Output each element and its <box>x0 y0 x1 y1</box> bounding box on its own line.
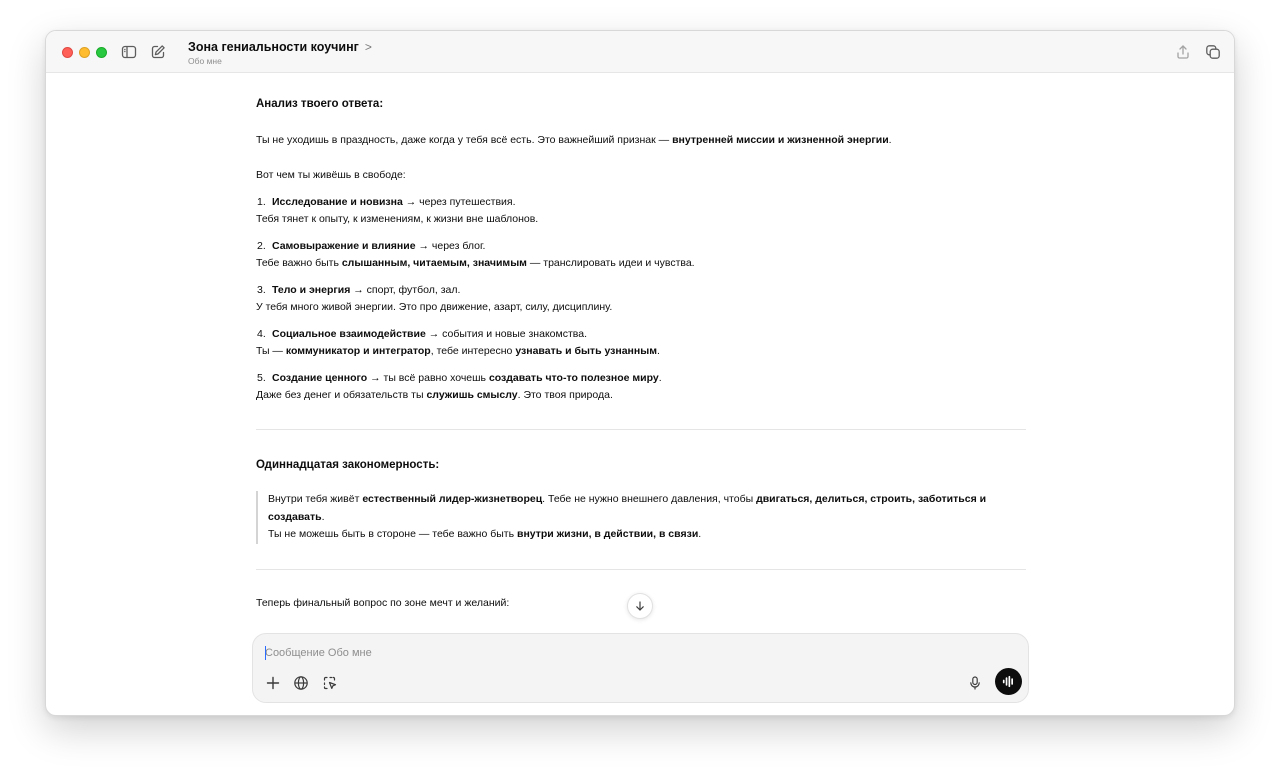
chat-title-button[interactable] <box>188 40 372 54</box>
sidebar-toggle-icon[interactable] <box>120 43 138 61</box>
microphone-icon[interactable] <box>965 673 985 693</box>
list-item: 5. Создание ценного → ты всё равно хочешь создавать что-то полезное миру. Даже без денег и обязательств ты служишь смыслу. Это твоя природа. <box>256 371 662 401</box>
text-caret <box>265 646 266 660</box>
message-composer <box>252 633 1029 703</box>
list-item: 3. Тело и энергия → спорт, футбол, зал. У тебя много живой энергии. Это про движение, азарт, силу, дисциплину. <box>256 283 613 313</box>
app-window <box>45 30 1235 716</box>
message-input[interactable] <box>265 644 945 662</box>
list-item: 2. Самовыражение и влияние → через блог. Тебе важно быть слышанным, читаемым, значимым — транслировать идеи и чувства. <box>256 239 695 269</box>
cursor-select-icon[interactable] <box>320 673 340 693</box>
arrow-down-icon <box>634 600 646 612</box>
project-name: Обо мне <box>188 56 222 66</box>
blockquote: Внутри тебя живёт естественный лидер-жизнетворец. Тебе не нужно внешнего давления, чтобы двигаться, делиться, строить, заботиться и создавать. Ты не можешь быть в стороне — тебе важно быть внутри жизни, в действии, в связи. <box>256 491 1026 544</box>
list-item: 1. Исследование и новизна → через путешествия. Тебя тянет к опыту, к изменениям, к жизни вне шаблонов. <box>256 195 539 225</box>
title-bar <box>46 31 1234 73</box>
list-intro: Вот чем ты живёшь в свободе: <box>256 169 406 181</box>
analysis-paragraph: Ты не уходишь в праздность, даже когда у тебя всё есть. Это важнейший признак — внутренней миссии и жизненной энергии. <box>256 133 892 146</box>
analysis-heading: Анализ твоего ответа: <box>256 98 384 110</box>
globe-icon[interactable] <box>291 673 311 693</box>
new-window-icon[interactable] <box>1204 43 1222 61</box>
chat-title: Зона гениальности коучинг <box>188 40 359 54</box>
pattern-heading: Одиннадцатая закономерность: <box>256 458 440 471</box>
chat-title-block <box>188 40 372 66</box>
share-icon[interactable] <box>1174 43 1192 61</box>
voice-waveform-icon <box>1001 674 1016 689</box>
zoom-window-button[interactable] <box>96 47 107 58</box>
final-question: Теперь финальный вопрос по зоне мечт и желаний: <box>256 596 510 609</box>
minimize-window-button[interactable] <box>79 47 90 58</box>
assistant-message <box>256 96 1026 612</box>
plus-icon[interactable] <box>263 673 283 693</box>
close-window-button[interactable] <box>62 47 73 58</box>
list-item: 4. Социальное взаимодействие → события и новые знакомства. Ты — коммуникатор и интегратор, тебе интересно узнавать и быть узнанным. <box>256 327 660 357</box>
voice-mode-button[interactable] <box>995 668 1022 695</box>
section-divider <box>256 569 1026 570</box>
chevron-right-icon: > <box>364 40 372 54</box>
section-divider <box>256 429 1026 430</box>
compose-icon[interactable] <box>149 43 167 61</box>
scroll-to-bottom-button[interactable] <box>627 593 653 619</box>
